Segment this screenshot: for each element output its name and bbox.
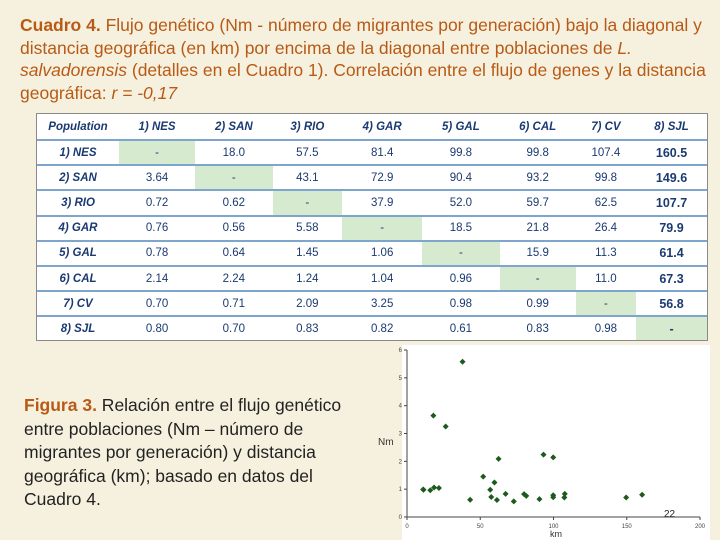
table-cell: 59.7	[500, 190, 576, 215]
row-header: 1) NES	[37, 140, 119, 165]
table-cell: 99.8	[576, 165, 636, 190]
table-cell: 0.61	[449, 322, 473, 335]
table-cell: 0.71	[195, 291, 272, 316]
table-cell: 0.82	[370, 322, 394, 335]
table-caption-label: Cuadro 4.	[20, 15, 101, 35]
table-row	[37, 241, 707, 266]
table-cell: 5.58	[273, 216, 343, 241]
figure-caption	[24, 394, 364, 512]
column-header-population: Population	[37, 114, 119, 140]
column-header: 2) SAN	[195, 114, 272, 140]
table-cell: 11.0	[576, 266, 636, 291]
column-header: 1) NES	[119, 114, 195, 140]
table-cell: 56.8	[636, 291, 707, 316]
table-cell: 99.8	[500, 140, 576, 165]
table-cell: 11.3	[576, 241, 636, 266]
table-cell: 81.4	[342, 140, 422, 165]
table-cell: 0.56	[195, 216, 272, 241]
table-cell: 160.5	[636, 140, 707, 165]
row-header: 6) CAL	[37, 266, 119, 291]
table-caption-text-a: Flujo genético (Nm - número de migrantes por generación) bajo la diagonal y distancia geográfica (en km) por encima de la diagonal entre poblaciones de	[20, 15, 702, 58]
scatter-chart	[372, 345, 710, 540]
x-tick-label: 50	[476, 524, 484, 530]
table-cell: 0.98	[422, 291, 499, 316]
table-cell: 0.62	[195, 190, 272, 215]
table-row	[37, 140, 707, 165]
row-header: 5) GAL	[37, 241, 119, 266]
table-row	[37, 266, 707, 291]
figure-caption-text: Relación entre el flujo genético entre poblaciones (Nm – número de migrantes por generación) y distancia geográfica (km); basado en datos del Cuadro 4.	[24, 395, 342, 509]
table-caption-text-b: (detalles en el Cuadro 1). Correlación entre el flujo de genes y la distancia geográfica:	[20, 60, 706, 103]
table-cell: 0.83	[526, 322, 549, 335]
x-tick-label: 100	[548, 524, 559, 530]
table-cell: 21.8	[500, 216, 576, 241]
row-header: 4) GAR	[37, 216, 119, 241]
x-tick-label: 150	[621, 524, 632, 530]
table-cell: 43.1	[273, 165, 343, 190]
y-tick-label: 0	[398, 515, 402, 521]
y-tick-label: 3	[398, 431, 402, 438]
table-row	[37, 316, 707, 340]
table-cell: 0.70	[222, 322, 246, 335]
table-cell: 52.0	[422, 190, 499, 215]
table-caption	[20, 14, 710, 104]
y-tick-label: 4	[398, 403, 402, 410]
column-header: 3) RIO	[273, 114, 343, 140]
y-tick-label: 6	[398, 348, 402, 354]
gene-flow-table	[36, 113, 708, 341]
table-cell: 0.76	[119, 216, 195, 241]
figure-caption-label: Figura 3.	[24, 395, 97, 415]
table-cell: 79.9	[636, 216, 707, 241]
table-cell: 67.3	[636, 266, 707, 291]
table-cell: 0.72	[119, 190, 195, 215]
table-cell: 99.8	[422, 140, 499, 165]
diagonal-cell: -	[119, 140, 195, 165]
y-tick-label: 1	[398, 487, 402, 494]
row-header: 2) SAN	[37, 165, 119, 190]
table-cell: 3.64	[119, 165, 195, 190]
y-axis-label: Nm	[378, 437, 394, 448]
table-cell: 0.83	[296, 322, 319, 335]
table-cell: 57.5	[273, 140, 343, 165]
table-cell: 149.6	[636, 165, 707, 190]
table-cell: 1.45	[273, 241, 343, 266]
y-tick-label: 5	[398, 375, 402, 382]
table-cell: 0.98	[594, 322, 618, 335]
table-cell: 18.0	[195, 140, 272, 165]
column-header: 6) CAL	[500, 114, 576, 140]
diagonal-cell: -	[576, 291, 636, 316]
row-header: 7) CV	[37, 291, 119, 316]
table-cell: 0.99	[500, 291, 576, 316]
diagonal-cell: -	[422, 241, 499, 266]
table-cell: 18.5	[422, 216, 499, 241]
table-cell: 0.96	[422, 266, 499, 291]
table-cell: 0.78	[119, 241, 195, 266]
table-cell: 107.4	[576, 140, 636, 165]
scatter-chart-svg	[372, 345, 710, 540]
table-cell: 3.25	[342, 291, 422, 316]
column-header: 5) GAL	[422, 114, 499, 140]
table-cell: 1.04	[342, 266, 422, 291]
table-cell: 61.4	[636, 241, 707, 266]
table-cell: 107.7	[636, 190, 707, 215]
x-tick-label: 0	[405, 524, 409, 530]
table-cell: 2.24	[195, 266, 272, 291]
table-cell: 2.14	[119, 266, 195, 291]
diagonal-cell: -	[273, 190, 343, 215]
table-cell: 15.9	[500, 241, 576, 266]
table-cell: 26.4	[576, 216, 636, 241]
table-cell: 62.5	[576, 190, 636, 215]
column-header: 4) GAR	[342, 114, 422, 140]
column-header: 7) CV	[576, 114, 636, 140]
y-tick-label: 2	[398, 459, 402, 466]
table-cell: 0.80	[145, 322, 169, 335]
table-row	[37, 165, 707, 190]
table-cell: 90.4	[422, 165, 499, 190]
table-cell: 0.64	[195, 241, 272, 266]
table-header-row	[37, 114, 707, 140]
correlation-value: r = -0,17	[111, 82, 178, 103]
diagonal-cell: -	[342, 216, 422, 241]
diagonal-cell: -	[636, 316, 707, 340]
species-name: L. salvadorensis	[20, 37, 632, 80]
column-header: 8) SJL	[636, 114, 707, 140]
table-row	[37, 190, 707, 215]
table-cell: 1.24	[273, 266, 343, 291]
table-cell: 1.06	[342, 241, 422, 266]
table-cell: 37.9	[342, 190, 422, 215]
table-cell: 2.09	[273, 291, 343, 316]
diagonal-cell: -	[500, 266, 576, 291]
page-number: 22	[664, 509, 676, 520]
table-cell: 0.70	[119, 291, 195, 316]
x-tick-label: 200	[694, 524, 706, 530]
table-row	[37, 216, 707, 241]
row-header: 3) RIO	[37, 190, 119, 215]
table-cell: 93.2	[500, 165, 576, 190]
table-row	[37, 291, 707, 316]
table-cell: 72.9	[342, 165, 422, 190]
diagonal-cell: -	[195, 165, 272, 190]
x-axis-label: km	[550, 529, 562, 539]
row-header: 8) SJL	[60, 322, 96, 335]
